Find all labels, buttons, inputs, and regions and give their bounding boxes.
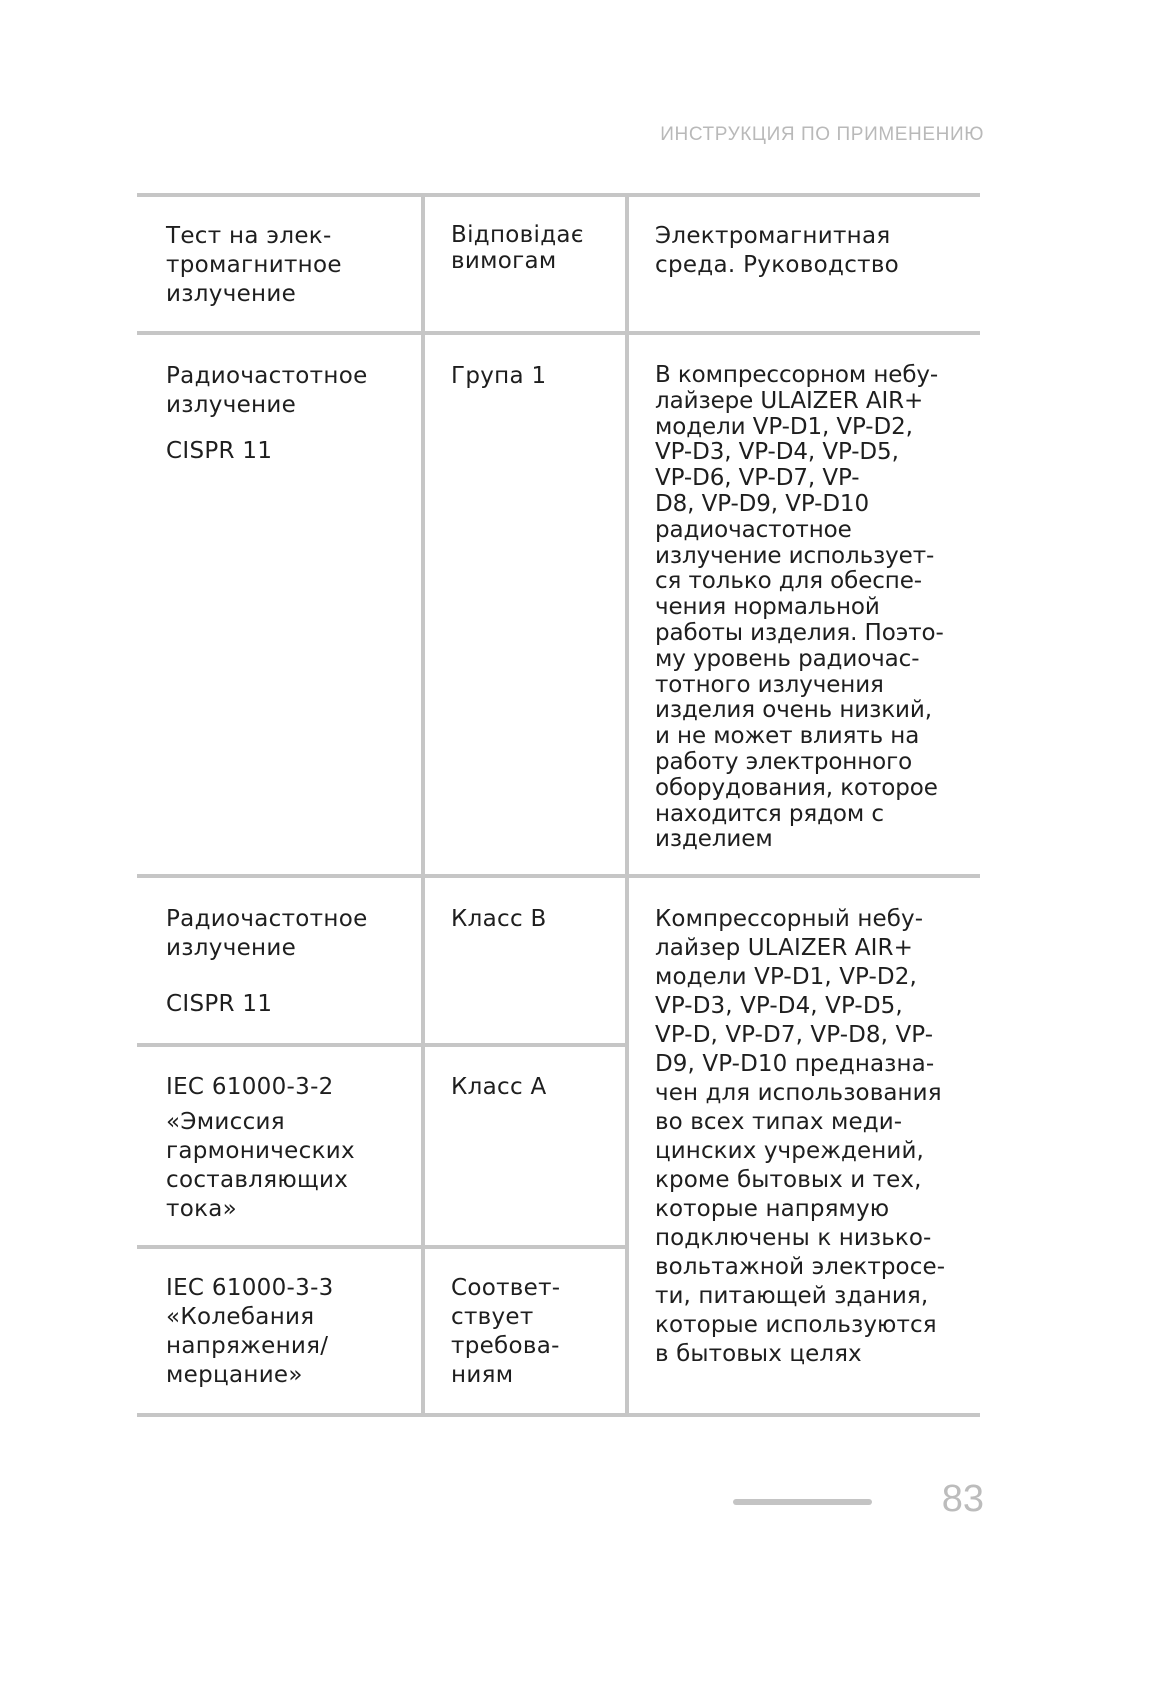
row-4-compliance (451, 1274, 560, 1390)
cell-line: «Колебания (166, 1304, 315, 1330)
cell-line: излучение (166, 935, 297, 961)
guidance-line: в бытовых целях (655, 1341, 862, 1367)
cell-line: ниям (451, 1362, 514, 1388)
guidance-line: изделия очень низкий, (655, 697, 932, 724)
guidance-line: модели VP-D1, VP-D2, (655, 413, 913, 440)
row-3-bottom-rule (137, 1245, 629, 1249)
header-guidance (655, 222, 899, 280)
merged-guidance (655, 905, 945, 1369)
cell-line: мерцание» (166, 1362, 303, 1388)
cell-line: излучение (166, 392, 297, 418)
guidance-line: VP-D6, VP-D7, VP- (655, 465, 860, 492)
row-1-bottom-rule (137, 874, 980, 878)
row-2-test (166, 905, 368, 1019)
guidance-line: радиочастотное (655, 516, 852, 543)
guidance-line: во всех типах меди- (655, 1109, 903, 1135)
row-3-test (166, 1073, 355, 1224)
guidance-line: работы изделия. Поэто- (655, 619, 944, 646)
guidance-line: чен для использования (655, 1080, 942, 1106)
cell-line: тока» (166, 1196, 238, 1222)
guidance-line: находится рядом с (655, 800, 884, 827)
guidance-line: VP-D3, VP-D4, VP-D5, (655, 439, 899, 466)
cell-line: IEC 61000-3-3 (166, 1275, 334, 1301)
guidance-line: VP-D, VP-D7, VP-D8, VP- (655, 1022, 934, 1048)
header-line: вимогам (451, 248, 557, 274)
guidance-line: чения нормальной (655, 594, 880, 621)
row-4-test (166, 1274, 334, 1390)
guidance-line: которые напрямую (655, 1196, 890, 1222)
header-test (166, 222, 342, 309)
cell-line: ствует (451, 1304, 534, 1330)
standard-label: CISPR 11 (166, 991, 273, 1017)
guidance-line: лайзере ULAIZER AIR+ (655, 387, 924, 414)
guidance-line: Компрессорный небу- (655, 906, 924, 932)
page-number: 83 (941, 1478, 984, 1520)
header-line: Відповідає (451, 222, 584, 248)
header-line: Тест на элек- (166, 223, 332, 249)
guidance-line: кроме бытовых и тех, (655, 1167, 922, 1193)
guidance-line: лайзер ULAIZER AIR+ (655, 935, 913, 961)
header-compliance (451, 222, 584, 274)
cell-line: напряжения/ (166, 1333, 329, 1359)
guidance-line: которые используются (655, 1312, 937, 1338)
guidance-line: изделием (655, 826, 773, 853)
guidance-line: цинских учреждений, (655, 1138, 924, 1164)
cell-line: Радиочастотное (166, 906, 368, 932)
guidance-line: излучение использует- (655, 542, 935, 569)
row-3-compliance (451, 1073, 547, 1102)
header-line: среда. Руководство (655, 252, 900, 278)
guidance-line: вольтажной электросе- (655, 1254, 946, 1280)
guidance-line: D9, VP-D10 предназна- (655, 1051, 935, 1077)
header-line: излучение (166, 281, 297, 307)
guidance-line: ти, питающей здания, (655, 1283, 929, 1309)
row-1-test (166, 362, 368, 466)
row-1-compliance (451, 362, 546, 391)
row-1-guidance (655, 363, 944, 853)
guidance-line: ся только для обеспе- (655, 568, 922, 595)
guidance-line: оборудования, которое (655, 774, 938, 801)
guidance-line: и не может влиять на (655, 723, 920, 750)
column-divider-2 (625, 195, 629, 1415)
guidance-line: му уровень радиочас- (655, 645, 920, 672)
table-top-rule (137, 193, 980, 197)
cell-line: «Эмиссия (166, 1109, 285, 1135)
footer-decorative-bar (733, 1499, 872, 1505)
cell-line: IEC 61000-3-2 (166, 1074, 334, 1100)
cell-line: Класс А (451, 1074, 547, 1100)
header-bottom-rule (137, 331, 980, 335)
guidance-line: подключены к низько- (655, 1225, 932, 1251)
guidance-line: В компрессорном небу- (655, 362, 939, 388)
header-line: Электромагнитная (655, 223, 891, 249)
guidance-line: работу электронного (655, 748, 913, 775)
table-bottom-rule (137, 1413, 980, 1417)
guidance-line: модели VP-D1, VP-D2, (655, 964, 917, 990)
row-2-bottom-rule (137, 1043, 629, 1047)
header-line: тромагнитное (166, 252, 342, 278)
standard-label: CISPR 11 (166, 438, 273, 464)
cell-line: Соответ- (451, 1275, 561, 1301)
guidance-line: VP-D3, VP-D4, VP-D5, (655, 993, 903, 1019)
column-divider-1 (421, 195, 425, 1415)
cell-line: Група 1 (451, 363, 547, 389)
running-head: ИНСТРУКЦИЯ ПО ПРИМЕНЕНИЮ (660, 124, 984, 145)
guidance-line: D8, VP-D9, VP-D10 (655, 490, 870, 517)
cell-line: Класс В (451, 906, 547, 932)
guidance-line: тотного излучения (655, 671, 884, 698)
row-2-compliance (451, 905, 547, 934)
cell-line: гармонических (166, 1138, 355, 1164)
cell-line: Радиочастотное (166, 363, 368, 389)
cell-line: составляющих (166, 1167, 349, 1193)
cell-line: требова- (451, 1333, 560, 1359)
